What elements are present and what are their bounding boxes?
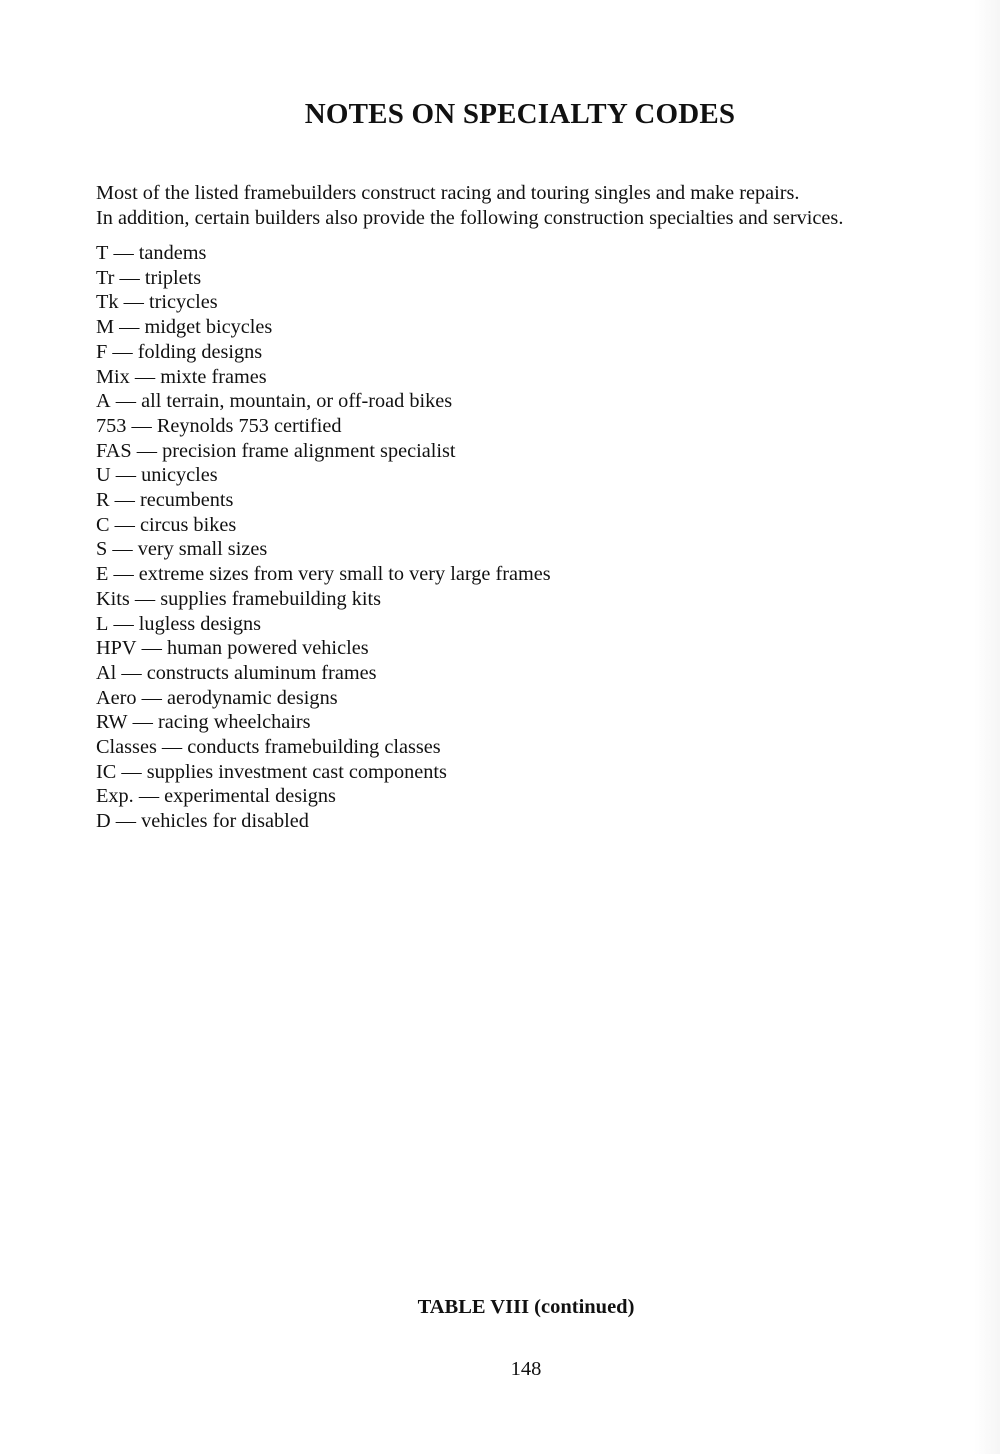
code-description: Reynolds 753 certified xyxy=(156,414,342,437)
specialty-code-item xyxy=(96,612,551,637)
code-abbreviation: HPV xyxy=(96,637,137,660)
page-number: 148 xyxy=(510,1358,542,1380)
specialty-code-item xyxy=(96,809,551,834)
specialty-code-item xyxy=(96,661,551,686)
code-description: midget bicycles xyxy=(144,316,273,339)
code-abbreviation: T xyxy=(96,242,109,264)
em-dash-separator: — xyxy=(119,266,140,289)
code-abbreviation: U xyxy=(96,464,111,487)
page-edge-shadow xyxy=(974,0,1000,1454)
specialty-code-item xyxy=(96,488,551,513)
code-description: lugless designs xyxy=(138,612,262,635)
em-dash-separator: — xyxy=(132,711,153,734)
code-abbreviation: R xyxy=(96,489,110,512)
code-abbreviation: Kits xyxy=(96,587,130,610)
specialty-code-item xyxy=(96,735,551,760)
intro-line: Most of the listed framebuilders construct racing and touring singles and make repairs. xyxy=(96,182,800,204)
code-abbreviation: M xyxy=(96,316,115,339)
code-abbreviation: E xyxy=(96,563,109,586)
specialty-code-list xyxy=(96,241,551,834)
code-abbreviation: D xyxy=(96,810,111,833)
code-abbreviation: 753 xyxy=(96,414,127,437)
code-abbreviation: Exp. xyxy=(96,785,134,808)
page-title: NOTES ON SPECIALTY CODES xyxy=(304,98,736,130)
code-description: mixte frames xyxy=(160,365,267,388)
em-dash-separator: — xyxy=(112,340,133,363)
code-description: tandems xyxy=(138,242,207,264)
em-dash-separator: — xyxy=(114,489,135,512)
code-abbreviation: A xyxy=(96,390,111,413)
code-abbreviation: Al xyxy=(96,661,117,684)
em-dash-separator: — xyxy=(113,242,134,264)
code-description: supplies investment cast components xyxy=(146,760,447,783)
em-dash-separator: — xyxy=(134,365,156,388)
code-abbreviation: Aero xyxy=(96,686,137,709)
em-dash-separator: — xyxy=(113,612,134,635)
em-dash-separator: — xyxy=(134,587,156,610)
code-description: human powered vehicles xyxy=(166,637,369,660)
code-description: vehicles for disabled xyxy=(141,810,309,833)
em-dash-separator: — xyxy=(121,661,142,684)
specialty-code-item xyxy=(96,537,551,562)
specialty-code-item xyxy=(96,710,551,735)
specialty-code-item xyxy=(96,562,551,587)
intro-line: In addition, certain builders also provide the following construction specialties and services. xyxy=(96,207,844,229)
specialty-code-item xyxy=(96,266,551,291)
code-description: extreme sizes from very small to very large frames xyxy=(138,563,551,586)
specialty-code-item xyxy=(96,784,551,809)
specialty-code-item xyxy=(96,636,551,661)
specialty-code-item xyxy=(96,513,551,538)
code-abbreviation: S xyxy=(96,538,108,561)
code-description: supplies framebuilding kits xyxy=(160,587,382,610)
code-description: triplets xyxy=(144,266,202,289)
specialty-code-item xyxy=(96,439,551,464)
specialty-code-item xyxy=(96,290,551,315)
code-abbreviation: IC xyxy=(96,760,117,783)
em-dash-separator: — xyxy=(112,538,133,561)
em-dash-separator: — xyxy=(141,686,162,709)
code-abbreviation: Tr xyxy=(96,266,115,289)
code-abbreviation: Mix xyxy=(96,365,130,388)
code-description: experimental designs xyxy=(164,785,336,808)
specialty-code-item xyxy=(96,760,551,785)
em-dash-separator: — xyxy=(115,390,136,413)
code-description: folding designs xyxy=(137,340,263,363)
code-description: recumbents xyxy=(139,489,234,512)
code-description: conducts framebuilding classes xyxy=(187,736,441,759)
em-dash-separator: — xyxy=(161,736,183,759)
em-dash-separator: — xyxy=(138,785,160,808)
specialty-code-item xyxy=(96,365,551,390)
specialty-code-item xyxy=(96,340,551,365)
code-abbreviation: Tk xyxy=(96,291,119,314)
code-description: racing wheelchairs xyxy=(157,711,311,734)
code-description: unicycles xyxy=(141,464,218,487)
specialty-code-item xyxy=(96,414,551,439)
em-dash-separator: — xyxy=(136,439,158,462)
code-description: precision frame alignment specialist xyxy=(162,439,456,462)
code-abbreviation: F xyxy=(96,340,108,363)
specialty-code-item xyxy=(96,587,551,612)
em-dash-separator: — xyxy=(123,291,144,314)
specialty-code-item xyxy=(96,241,551,266)
specialty-code-item xyxy=(96,686,551,711)
em-dash-separator: — xyxy=(131,414,152,437)
em-dash-separator: — xyxy=(121,760,142,783)
code-description: aerodynamic designs xyxy=(166,686,338,709)
code-abbreviation: C xyxy=(96,513,110,536)
code-description: tricycles xyxy=(148,291,218,314)
specialty-code-item xyxy=(96,315,551,340)
code-abbreviation: L xyxy=(96,612,109,635)
em-dash-separator: — xyxy=(115,810,136,833)
em-dash-separator: — xyxy=(115,464,136,487)
code-description: all terrain, mountain, or off-road bikes xyxy=(141,390,453,413)
code-description: circus bikes xyxy=(139,513,237,536)
em-dash-separator: — xyxy=(113,563,134,586)
code-description: very small sizes xyxy=(137,538,268,561)
em-dash-separator: — xyxy=(141,637,162,660)
intro-paragraph xyxy=(96,181,976,231)
code-abbreviation: RW xyxy=(96,711,128,734)
code-abbreviation: FAS xyxy=(96,439,132,462)
specialty-code-item xyxy=(96,389,551,414)
em-dash-separator: — xyxy=(119,316,140,339)
code-description: constructs aluminum frames xyxy=(146,661,377,684)
table-continued-label: TABLE VIII (continued) xyxy=(417,1296,635,1318)
specialty-code-item xyxy=(96,463,551,488)
em-dash-separator: — xyxy=(114,513,135,536)
code-abbreviation: Classes xyxy=(96,736,157,759)
